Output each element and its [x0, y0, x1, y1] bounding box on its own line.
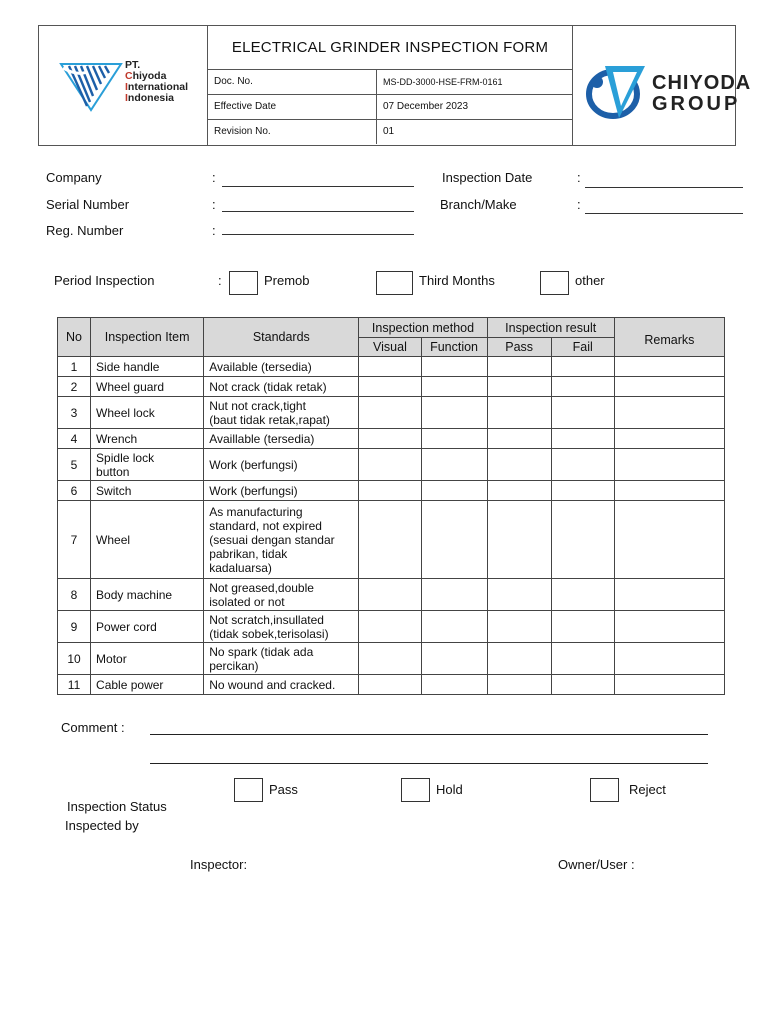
cii-emblem-icon — [57, 62, 125, 112]
chiyoda-group-text: CHIYODA GROUP — [652, 72, 752, 115]
fail-cell[interactable] — [551, 501, 614, 579]
standard-text: Work (berfungsi) — [204, 481, 359, 501]
inspection-item: Wheel guard — [91, 377, 204, 397]
standard-text: No spark (tidak ada percikan) — [204, 643, 359, 675]
revision-value: 01 — [376, 120, 394, 144]
col-header-pass: Pass — [487, 338, 551, 357]
pass-cell[interactable] — [487, 357, 551, 377]
reject-checkbox[interactable] — [590, 778, 619, 802]
remarks-cell[interactable] — [614, 357, 724, 377]
comment-line-2[interactable] — [150, 763, 708, 764]
remarks-cell[interactable] — [614, 579, 724, 611]
col-header-visual: Visual — [359, 338, 421, 357]
visual-cell[interactable] — [359, 429, 421, 449]
inspector-signature-label: Inspector: — [190, 857, 248, 872]
row-number: 6 — [58, 481, 91, 501]
doc-number-row — [208, 70, 572, 95]
col-header-standards: Standards — [204, 318, 359, 357]
table-row — [58, 611, 725, 643]
table-row — [58, 481, 725, 501]
reg-number-field[interactable] — [222, 233, 414, 235]
period-colon: : — [218, 273, 222, 288]
visual-cell[interactable] — [359, 579, 421, 611]
table-row — [58, 501, 725, 579]
row-number: 10 — [58, 643, 91, 675]
remarks-cell[interactable] — [614, 397, 724, 429]
serial-number-label: Serial Number — [46, 197, 130, 212]
function-cell[interactable] — [421, 449, 487, 481]
fail-cell[interactable] — [551, 675, 614, 695]
inspection-date-label: Inspection Date — [442, 170, 533, 185]
effective-date-value: 07 December 2023 — [376, 95, 468, 119]
effective-date-row — [208, 95, 572, 120]
pass-cell[interactable] — [487, 449, 551, 481]
row-number: 8 — [58, 579, 91, 611]
table-row — [58, 377, 725, 397]
fail-cell[interactable] — [551, 643, 614, 675]
pass-cell[interactable] — [487, 481, 551, 501]
table-row — [58, 643, 725, 675]
visual-cell[interactable] — [359, 643, 421, 675]
pass-cell[interactable] — [487, 579, 551, 611]
row-number: 5 — [58, 449, 91, 481]
inspection-item: Spidle lock button — [91, 449, 204, 481]
hold-checkbox[interactable] — [401, 778, 430, 802]
comment-label: Comment : — [61, 720, 125, 735]
inspection-item: Power cord — [91, 611, 204, 643]
function-cell[interactable] — [421, 675, 487, 695]
branch-colon: : — [577, 197, 581, 212]
reg-number-label: Reg. Number — [46, 223, 124, 238]
row-number: 9 — [58, 611, 91, 643]
pass-cell[interactable] — [487, 643, 551, 675]
standard-text: Nut not crack,tight (baut tidak retak,rapat) — [204, 397, 359, 429]
pass-cell[interactable] — [487, 377, 551, 397]
company-field[interactable] — [222, 185, 414, 187]
pass-cell[interactable] — [487, 501, 551, 579]
visual-cell[interactable] — [359, 397, 421, 429]
col-header-fail: Fail — [551, 338, 614, 357]
pass-checkbox[interactable] — [234, 778, 263, 802]
pass-label: Pass — [269, 782, 298, 797]
inspection-item: Side handle — [91, 357, 204, 377]
inspected-by-label: Inspected by — [65, 818, 139, 833]
company-label: Company — [46, 170, 102, 185]
pt-company-name: PT. Chiyoda International Indonesia — [125, 59, 189, 104]
inspection-item: Wheel lock — [91, 397, 204, 429]
fail-cell[interactable] — [551, 449, 614, 481]
standard-text: Availlable (tersedia) — [204, 429, 359, 449]
function-cell[interactable] — [421, 397, 487, 429]
standard-text: Not greased,double isolated or not — [204, 579, 359, 611]
table-row — [58, 397, 725, 429]
remarks-cell[interactable] — [614, 675, 724, 695]
inspection-date-colon: : — [577, 170, 581, 185]
branch-make-label: Branch/Make — [440, 197, 517, 212]
col-header-function: Function — [421, 338, 487, 357]
inspection-item: Wrench — [91, 429, 204, 449]
standard-text: Work (berfungsi) — [204, 449, 359, 481]
row-number: 3 — [58, 397, 91, 429]
other-label: other — [575, 273, 605, 288]
inspection-date-field[interactable] — [585, 186, 743, 188]
serial-number-field[interactable] — [222, 210, 414, 212]
col-header-no: No — [58, 318, 91, 357]
pass-cell[interactable] — [487, 397, 551, 429]
function-cell[interactable] — [421, 377, 487, 397]
doc-number-value: MS-DD-3000-HSE-FRM-0161 — [376, 70, 503, 94]
fail-cell[interactable] — [551, 611, 614, 643]
chiyoda-group-logo — [572, 26, 752, 145]
visual-cell[interactable] — [359, 449, 421, 481]
standard-text: Available (tersedia) — [204, 357, 359, 377]
visual-cell[interactable] — [359, 481, 421, 501]
premob-label: Premob — [264, 273, 310, 288]
standard-text: No wound and cracked. — [204, 675, 359, 695]
pass-cell[interactable] — [487, 675, 551, 695]
standard-text: Not crack (tidak retak) — [204, 377, 359, 397]
third-months-checkbox[interactable] — [376, 271, 413, 295]
table-row — [58, 579, 725, 611]
form-header — [38, 25, 752, 146]
form-title: ELECTRICAL GRINDER INSPECTION FORM — [208, 26, 572, 70]
col-header-result: Inspection result — [487, 318, 614, 338]
inspection-item: Motor — [91, 643, 204, 675]
fail-cell[interactable] — [551, 579, 614, 611]
visual-cell[interactable] — [359, 357, 421, 377]
table-row — [58, 429, 725, 449]
function-cell[interactable] — [421, 357, 487, 377]
revision-row — [208, 120, 572, 144]
row-number: 4 — [58, 429, 91, 449]
comment-line-1[interactable] — [150, 734, 708, 735]
effective-date-label: Effective Date — [214, 101, 277, 112]
col-header-remarks: Remarks — [614, 318, 724, 357]
serial-colon: : — [212, 197, 216, 212]
owner-signature-label: Owner/User : — [558, 857, 635, 872]
row-number: 2 — [58, 377, 91, 397]
visual-cell[interactable] — [359, 377, 421, 397]
visual-cell[interactable] — [359, 501, 421, 579]
pt-chiyoda-logo — [39, 26, 208, 145]
company-colon: : — [212, 170, 216, 185]
table-row — [58, 675, 725, 695]
fail-cell[interactable] — [551, 357, 614, 377]
row-number: 1 — [58, 357, 91, 377]
function-cell[interactable] — [421, 579, 487, 611]
pass-cell[interactable] — [487, 429, 551, 449]
doc-number-label: Doc. No. — [214, 76, 253, 87]
inspection-item: Body machine — [91, 579, 204, 611]
hold-label: Hold — [436, 782, 463, 797]
premob-checkbox[interactable] — [229, 271, 258, 295]
other-checkbox[interactable] — [540, 271, 569, 295]
col-header-method: Inspection method — [359, 318, 487, 338]
fail-cell[interactable] — [551, 397, 614, 429]
inspection-status-label: Inspection Status — [67, 799, 167, 814]
row-number: 11 — [58, 675, 91, 695]
visual-cell[interactable] — [359, 611, 421, 643]
remarks-cell[interactable] — [614, 501, 724, 579]
third-months-label: Third Months — [419, 273, 495, 288]
header-center — [208, 26, 572, 145]
inspection-item: Cable power — [91, 675, 204, 695]
fail-cell[interactable] — [551, 481, 614, 501]
remarks-cell[interactable] — [614, 377, 724, 397]
row-number: 7 — [58, 501, 91, 579]
visual-cell[interactable] — [359, 675, 421, 695]
table-row — [58, 357, 725, 377]
pass-cell[interactable] — [487, 611, 551, 643]
function-cell[interactable] — [421, 643, 487, 675]
function-cell[interactable] — [421, 481, 487, 501]
remarks-cell[interactable] — [614, 449, 724, 481]
inspection-table — [57, 317, 725, 695]
remarks-cell[interactable] — [614, 643, 724, 675]
revision-label: Revision No. — [214, 126, 271, 137]
function-cell[interactable] — [421, 611, 487, 643]
standard-text: Not scratch,insullated (tidak sobek,terisolasi) — [204, 611, 359, 643]
reject-label: Reject — [629, 782, 666, 797]
table-row — [58, 449, 725, 481]
function-cell[interactable] — [421, 501, 487, 579]
branch-make-field[interactable] — [585, 212, 743, 214]
remarks-cell[interactable] — [614, 611, 724, 643]
inspection-item: Switch — [91, 481, 204, 501]
fail-cell[interactable] — [551, 377, 614, 397]
col-header-item: Inspection Item — [91, 318, 204, 357]
remarks-cell[interactable] — [614, 429, 724, 449]
reg-colon: : — [212, 223, 216, 238]
chiyoda-group-emblem-icon — [585, 60, 651, 124]
function-cell[interactable] — [421, 429, 487, 449]
remarks-cell[interactable] — [614, 481, 724, 501]
fail-cell[interactable] — [551, 429, 614, 449]
inspection-item: Wheel — [91, 501, 204, 579]
standard-text: As manufacturing standard, not expired (sesuai dengan standar pabrikan, tidak kadaluarsa) — [204, 501, 359, 579]
period-inspection-label: Period Inspection — [54, 273, 155, 288]
